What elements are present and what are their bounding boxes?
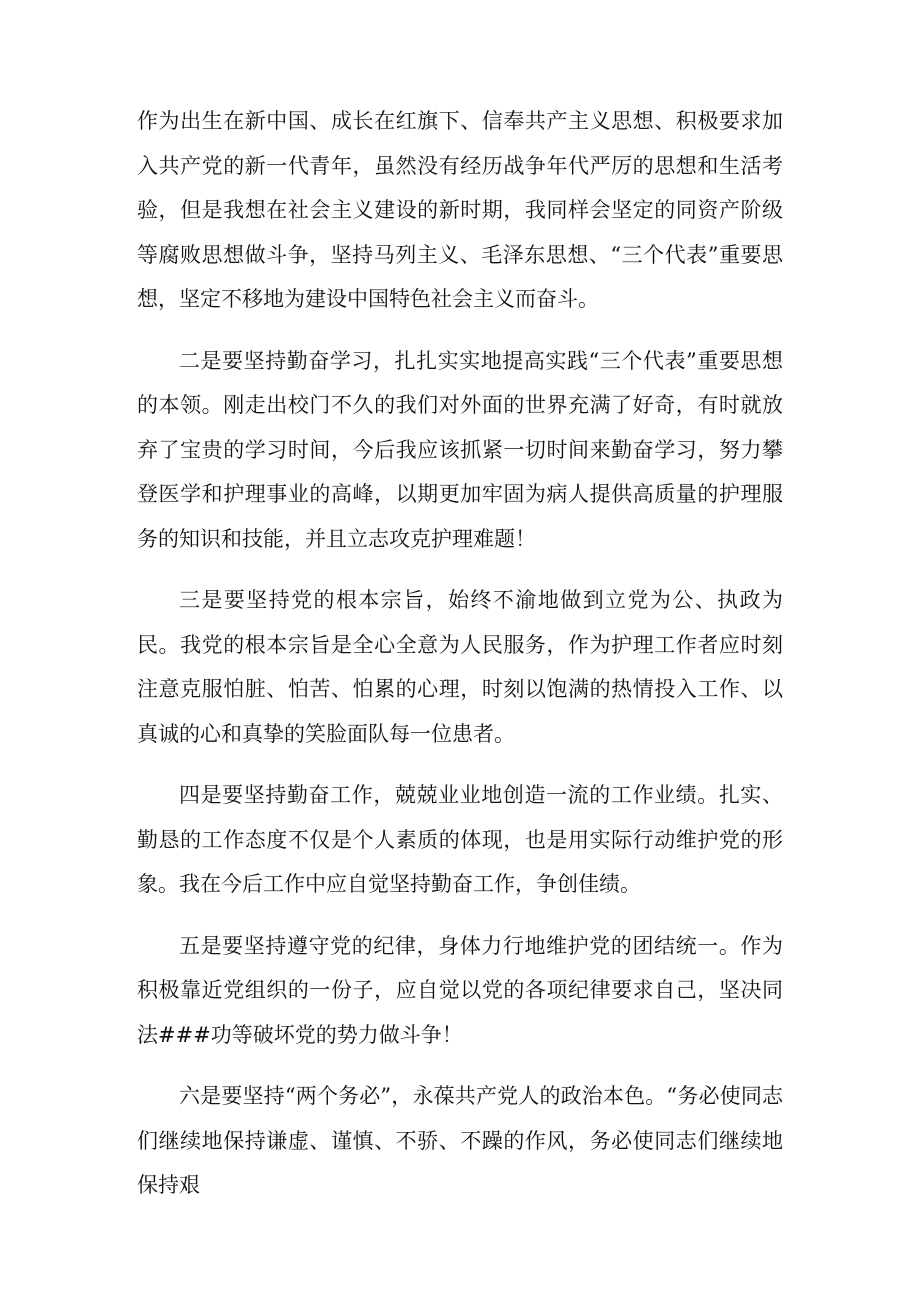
paragraph-continuation: 作为出生在新中国、成长在红旗下、信奉共产主义思想、积极要求加入共产党的新一代青年，虽然没有经历战争年代严厉的思想和生活考验，但是我想在社会主义建设的新时期，我同样会坚定的同资产阶级等腐败思想做斗争，坚持马列主义、毛泽东思想、“三个代表”重要思想，坚定不移地为建设中国特色社会主义而奋斗。	[137, 109, 783, 311]
paragraph-two-musts: 六是要坚持“两个务必”，永葆共产党人的政治本色。“务必使同志们继续地保持谦虚、谨慎、不骄、不躁的作风，务必使同志们继续地保持艰	[137, 1084, 783, 1197]
document-body	[137, 99, 783, 1208]
paragraph-study: 二是要坚持勤奋学习，扎扎实实地提高实践“三个代表”重要思想的本领。刚走出校门不久的我们对外面的世界充满了好奇，有时就放弃了宝贵的学习时间，今后我应该抓紧一切时间来勤奋学习，努力攀登医学和护理事业的高峰，以期更加牢固为病人提供高质量的护理服务的知识和技能，并且立志攻克护理难题！	[137, 348, 783, 551]
paragraph-purpose: 三是要坚持党的根本宗旨，始终不渝地做到立党为公、执政为民。我党的根本宗旨是全心全意为人民服务，作为护理工作者应时刻注意克服怕脏、怕苦、怕累的心理，时刻以饱满的热情投入工作、以真诚的心和真挚的笑脸面队每一位患者。	[137, 588, 783, 746]
paragraph-discipline: 五是要坚持遵守党的纪律，身体力行地维护党的团结统一。作为积极靠近党组织的一份子，应自觉以党的各项纪律要求自己，坚决同法###功等破坏党的势力做斗争！	[137, 933, 783, 1047]
paragraph-work: 四是要坚持勤奋工作，兢兢业业地创造一流的工作业绩。扎实、勤恳的工作态度不仅是个人素质的体现，也是用实际行动维护党的形象。我在今后工作中应自觉坚持勤奋工作，争创佳绩。	[137, 783, 783, 896]
